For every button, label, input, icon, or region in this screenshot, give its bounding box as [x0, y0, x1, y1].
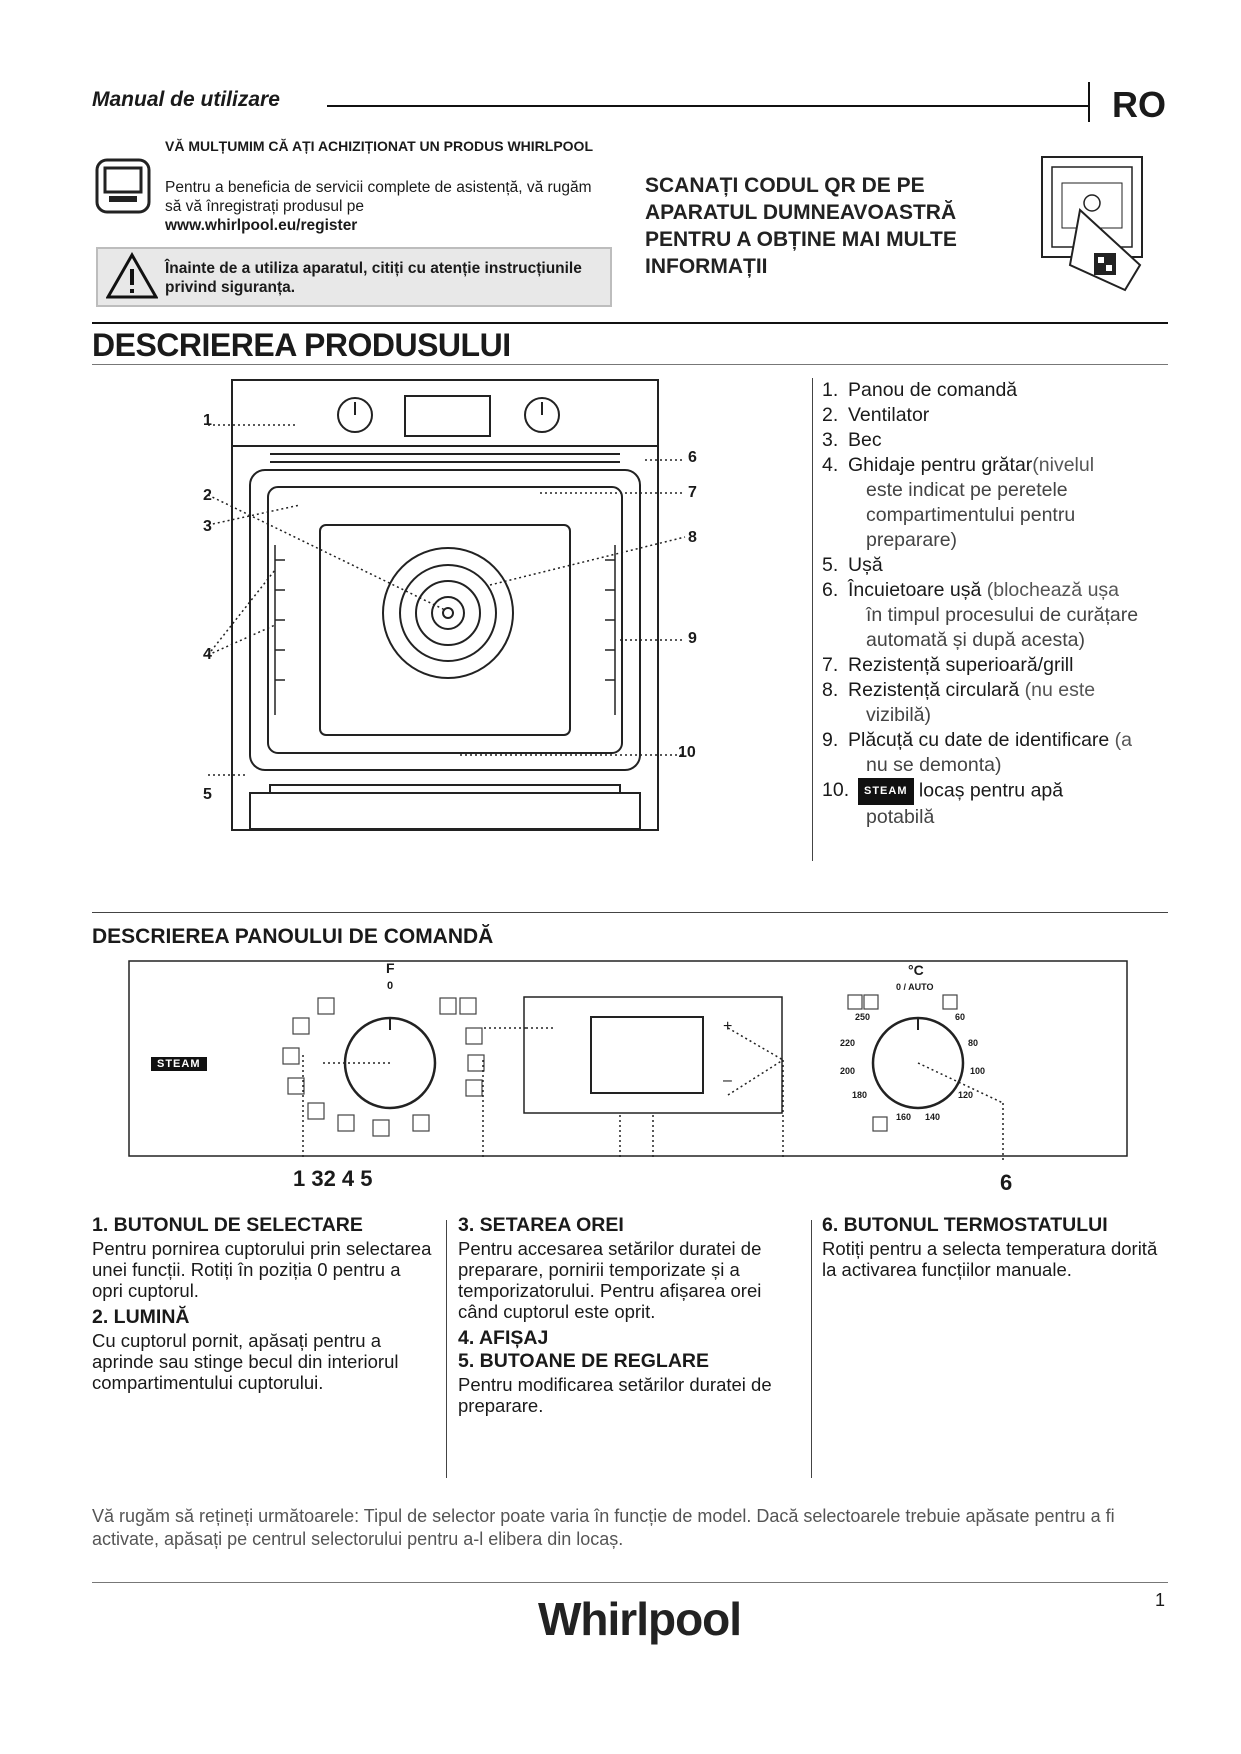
panel-number-right: 6 — [1000, 1170, 1013, 1195]
section-rule-top — [92, 322, 1168, 324]
temp-160: 160 — [896, 1112, 912, 1122]
temp-200: 200 — [840, 1066, 856, 1076]
temp-180: 180 — [852, 1090, 868, 1100]
section-text: Pentru accesarea setărilor duratei de preparare, pornirii temporizate și a temporizatorului. Pentru afișarea orei când cuptorul este oprit. — [458, 1238, 762, 1322]
list-item: 9. Plăcuță cu date de identificare (a — [822, 729, 1133, 751]
temp-60: 60 — [955, 1012, 966, 1022]
footer-rule — [92, 1582, 1168, 1583]
callout-5: 5 — [203, 786, 212, 803]
section-heading: 4. AFIȘAJ — [458, 1327, 549, 1349]
section-text: Pentru modificarea setărilor duratei de preparare. — [458, 1374, 772, 1416]
section-heading: 2. LUMINĂ — [92, 1306, 190, 1328]
callout-4: 4 — [203, 646, 212, 663]
selector-top-label: F — [386, 960, 395, 976]
callout-1: 1 — [203, 412, 212, 429]
warning-icon — [106, 252, 158, 300]
list-item: 8. Rezistență circulară (nu este — [822, 679, 1096, 701]
list-item: 5. Ușă — [822, 554, 883, 576]
column-selector-light — [92, 1215, 432, 1399]
register-body: Pentru a beneficia de servicii complete de asistență, vă rugăm să vă înregistrați produsul pe — [165, 179, 592, 215]
callout-7: 7 — [688, 484, 697, 501]
list-item: 1. Panou de comandă — [822, 379, 1018, 401]
temp-250: 250 — [855, 1012, 871, 1022]
minus-button[interactable]: – — [723, 1072, 732, 1089]
section-heading: 3. SETAREA OREI — [458, 1214, 624, 1236]
selector-zero-label: 0 — [387, 980, 394, 992]
list-item: 7. Rezistență superioară/grill — [822, 654, 1074, 676]
section-heading: 5. BUTOANE DE REGLARE — [458, 1350, 710, 1372]
column-thermostat — [822, 1215, 1167, 1286]
temp-120: 120 — [958, 1090, 974, 1100]
callout-6: 6 — [688, 449, 697, 466]
manual-title: Manual de utilizare — [92, 88, 280, 111]
register-text — [165, 178, 595, 235]
list-item: 10. STEAM locaș pentru apă — [822, 778, 1162, 805]
column-clock-display — [458, 1215, 798, 1422]
temp-100: 100 — [970, 1066, 986, 1076]
section-text: Rotiți pentru a selecta temperatura dorită la activarea funcțiilor manuale. — [822, 1238, 1158, 1280]
list-item: 2. Ventilator — [822, 404, 930, 426]
thermostat-top-label: °C — [908, 962, 924, 978]
steam-badge: STEAM — [858, 778, 914, 805]
section-text: Cu cuptorul pornit, apăsați pentru a aprinde sau stinge becul din interiorul compartimentului cuptorului. — [92, 1330, 399, 1393]
oven-qr-illustration — [1040, 155, 1150, 295]
list-item: 4. Ghidaje pentru grătar(nivelul — [822, 454, 1095, 476]
callout-3: 3 — [203, 518, 212, 535]
section-text: Pentru pornirea cuptorului prin selectarea unei funcții. Rotiți în poziția 0 pentru a opri cuptorul. — [92, 1238, 432, 1301]
qr-instructions: SCANAȚI CODUL QR DE PE APARATUL DUMNEAVOASTRĂ PENTRU A OBȚINE MAI MULTE INFORMAȚII — [645, 174, 957, 278]
temp-220: 220 — [840, 1038, 856, 1048]
header-rule — [327, 105, 1090, 107]
register-url[interactable]: www.whirlpool.eu/register — [165, 217, 358, 234]
callout-10: 10 — [678, 744, 696, 761]
whirlpool-logo: Whirlpool — [538, 1593, 742, 1645]
thermostat-auto-label: 0 / AUTO — [896, 982, 934, 992]
list-item: 3. Bec — [822, 429, 882, 451]
callout-2: 2 — [203, 487, 212, 504]
selector-note: Vă rugăm să rețineți următoarele: Tipul de selector poate varia în funcție de model. Dacă selectoarele trebuie apăsate pentru a fi activate, apăsați pe centrul selectorului pentru a-l elibera din locaș. — [92, 1506, 1115, 1549]
list-item-detail: potabilă — [866, 806, 935, 828]
panel-section-title: DESCRIEREA PANOULUI DE COMANDĂ — [92, 925, 494, 948]
panel-numbers-left: 1 32 4 5 — [293, 1166, 373, 1191]
product-parts-list — [822, 378, 1162, 830]
section-heading: 6. BUTONUL TERMOSTATULUI — [822, 1214, 1108, 1236]
list-item: 6. Încuietoare ușă (blochează ușa — [822, 579, 1120, 601]
callout-9: 9 — [688, 630, 697, 647]
list-item-detail: este indicat pe peretele compartimentului pentru preparare) — [866, 479, 1076, 551]
warning-text: Înainte de a utiliza aparatul, citiți cu atenție instrucțiunile privind siguranța. — [165, 260, 582, 296]
column-divider — [446, 1220, 447, 1478]
panel-rule — [92, 912, 1168, 913]
list-divider — [812, 378, 813, 861]
header-tick — [1088, 82, 1090, 122]
column-divider — [811, 1220, 812, 1478]
list-item-detail: vizibilă) — [866, 704, 932, 726]
product-section-title: DESCRIEREA PRODUSULUI — [92, 327, 511, 363]
page-number: 1 — [1155, 1590, 1166, 1610]
section-rule-bottom — [92, 364, 1168, 365]
register-heading: VĂ MULȚUMIM CĂ AȚI ACHIZIȚIONAT UN PRODUS WHIRLPOOL — [165, 138, 593, 154]
list-item-detail: nu se demonta) — [866, 754, 1002, 776]
oven-diagram — [190, 375, 710, 865]
language-code: RO — [1112, 84, 1166, 125]
computer-icon — [95, 158, 151, 214]
plus-button[interactable]: + — [723, 1018, 733, 1035]
panel-steam-label: STEAM — [151, 1055, 207, 1073]
temp-140: 140 — [925, 1112, 941, 1122]
list-item-detail: în timpul procesului de curățare automată și după acesta) — [866, 604, 1139, 651]
section-heading: 1. BUTONUL DE SELECTARE — [92, 1214, 363, 1236]
temp-80: 80 — [968, 1038, 979, 1048]
callout-8: 8 — [688, 529, 697, 546]
